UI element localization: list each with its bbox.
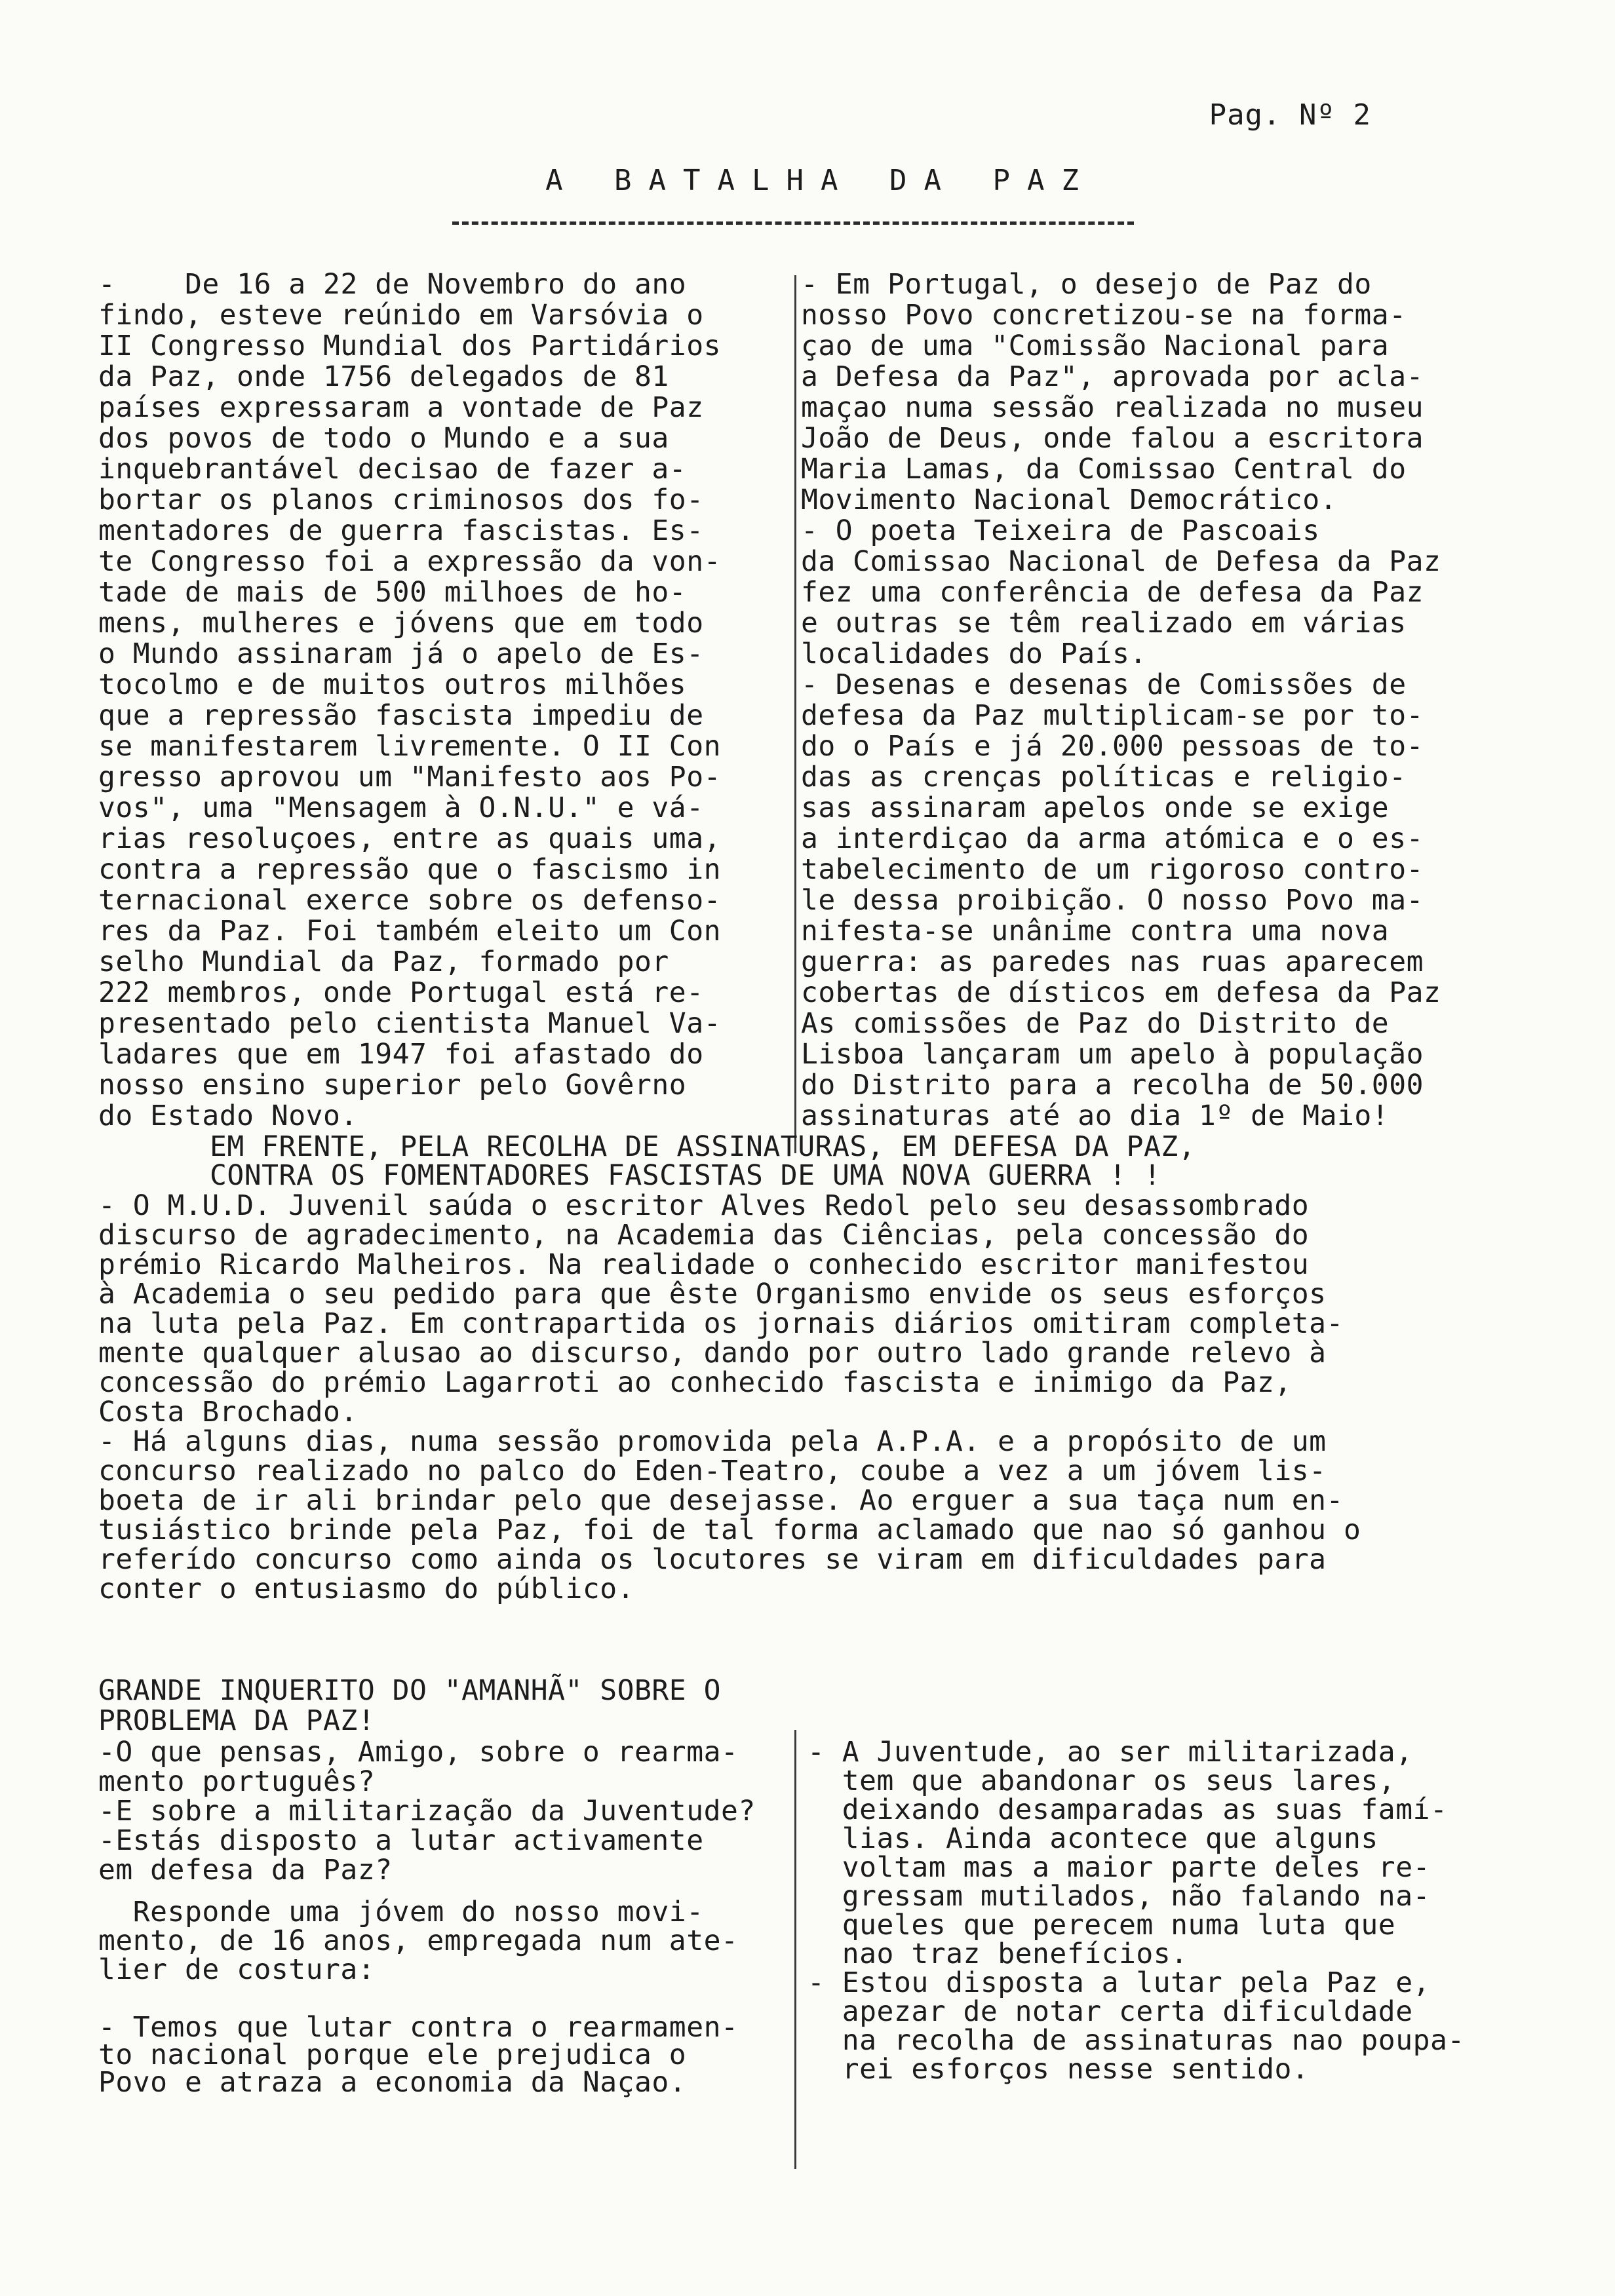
text-line: defesa da Paz multiplicam-se por to- [801, 699, 1424, 732]
text-line: tade de mais de 500 milhoes de ho- [98, 576, 687, 609]
question-line: -Estás disposto a lutar activamente [98, 1824, 704, 1857]
text-line: do o País e já 20.000 pessoas de to- [801, 730, 1424, 763]
masthead-title: A BATALHA DA PAZ [545, 164, 1096, 197]
text-line: a interdiçao da arma atómica e o es- [801, 822, 1424, 855]
text-line: res da Paz. Foi também eleito um Con [98, 915, 721, 947]
text-line: dos povos de todo o Mundo e a sua [98, 422, 669, 455]
text-line: países expressaram a vontade de Paz [98, 391, 704, 424]
text-line: maçao numa sessão realizada no museu [801, 391, 1424, 424]
text-line: mento, de 16 anos, empregada num ate- [98, 1924, 739, 1957]
text-line: à Academia o seu pedido para que êste Organismo envide os seus esforços [98, 1278, 1327, 1311]
text-line: na luta pela Paz. Em contrapartida os jornais diários omitiram completa- [98, 1307, 1344, 1340]
text-line: queles que perecem numa luta que [808, 1909, 1396, 1942]
text-line: do Distrito para a recolha de 50.000 [801, 1069, 1424, 1101]
text-line: fez uma conferência de defesa da Paz [801, 576, 1424, 609]
text-line: Lisboa lançaram um apelo à população [801, 1038, 1424, 1071]
heading-line: GRANDE INQUERITO DO "AMANHÃ" SOBRE O [98, 1674, 721, 1707]
text-line: - Em Portugal, o desejo de Paz do [801, 268, 1372, 301]
text-line: lier de costura: [98, 1953, 376, 1986]
text-line: nosso Povo concretizou-se na forma- [801, 299, 1407, 332]
text-line: te Congresso foi a expressão da von- [98, 545, 721, 578]
text-line: assinaturas até ao dia 1º de Maio! [801, 1100, 1390, 1132]
text-line: mentadores de guerra fascistas. Es- [98, 514, 704, 547]
heading-line: PROBLEMA DA PAZ! [98, 1704, 376, 1737]
text-line: boeta de ir ali brindar pelo que desejasse. Ao erguer a sua taça num en- [98, 1484, 1344, 1517]
slogan-line: CONTRA OS FOMENTADORES FASCISTAS DE UMA NOVA GUERRA ! ! [210, 1159, 1161, 1192]
page-number: Pag. Nº 2 [1209, 98, 1371, 132]
text-line: gresso aprovou um "Manifesto aos Po- [98, 761, 721, 794]
text-line: deixando desamparadas as suas famí- [808, 1793, 1448, 1826]
text-line: - Há alguns dias, numa sessão promovida pela A.P.A. e a propósito de um [98, 1425, 1327, 1458]
column-divider [794, 275, 796, 1153]
text-line: da Comissao Nacional de Defesa da Paz [801, 545, 1441, 578]
text-line: Responde uma jóvem do nosso movi- [98, 1896, 704, 1928]
text-line: - A Juventude, ao ser militarizada, [808, 1736, 1413, 1769]
text-line: - Desenas e desenas de Comissões de [801, 668, 1407, 701]
text-line: inquebrantável decisao de fazer a- [98, 453, 687, 486]
text-line: selho Mundial da Paz, formado por [98, 946, 669, 978]
text-line: a Defesa da Paz", aprovada por acla- [801, 360, 1424, 393]
text-line: sas assinaram apelos onde se exige [801, 792, 1390, 824]
text-line: João de Deus, onde falou a escritora [801, 422, 1424, 455]
text-line: ladares que em 1947 foi afastado do [98, 1038, 704, 1071]
text-line: guerra: as paredes nas ruas aparecem [801, 946, 1424, 978]
text-line: o Mundo assinaram já o apelo de Es- [98, 638, 704, 670]
text-line: discurso de agradecimento, na Academia das Ciências, pela concessão do [98, 1219, 1310, 1252]
column-divider-lower [794, 1730, 796, 2169]
text-line: - Temos que lutar contra o rearmamen- [98, 2011, 739, 2044]
question-line: em defesa da Paz? [98, 1854, 393, 1886]
text-line: rias resoluçoes, entre as quais uma, [98, 822, 721, 855]
text-line: mens, mulheres e jóvens que em todo [98, 607, 704, 640]
text-line: vos", uma "Mensagem à O.N.U." e vá- [98, 792, 704, 824]
text-line: prémio Ricardo Malheiros. Na realidade o conhecido escritor manifestou [98, 1248, 1310, 1281]
masthead-rule [452, 221, 1134, 225]
text-line: presentado pelo cientista Manuel Va- [98, 1007, 721, 1040]
text-line: das as crenças políticas e religio- [801, 761, 1407, 794]
text-line: tabelecimento de um rigoroso contro- [801, 853, 1424, 886]
text-line: conter o entusiasmo do público. [98, 1573, 635, 1605]
text-line: nifesta-se unânime contra uma nova [801, 915, 1390, 947]
text-line: tocolmo e de muitos outros milhões [98, 668, 687, 701]
text-line: concurso realizado no palco do Eden-Teatro, coube a vez a um jóvem lis- [98, 1455, 1327, 1487]
text-line: - O poeta Teixeira de Pascoais [801, 514, 1320, 547]
text-line: se manifestarem livremente. O II Con [98, 730, 721, 763]
text-line: - Estou disposta a lutar pela Paz e, [808, 1966, 1430, 1999]
text-line: çao de uma "Comissão Nacional para [801, 330, 1390, 362]
text-line: tusiástico brinde pela Paz, foi de tal forma aclamado que nao só ganhou o [98, 1514, 1361, 1546]
text-line: ternacional exerce sobre os defenso- [98, 884, 721, 917]
text-line: 222 membros, onde Portugal está re- [98, 976, 704, 1009]
text-line: mente qualquer alusao ao discurso, dando por outro lado grande relevo à [98, 1337, 1327, 1369]
text-line: to nacional porque ele prejudica o [98, 2038, 687, 2071]
text-line: rei esforços nesse sentido. [808, 2053, 1310, 2086]
text-line: e outras se têm realizado em várias [801, 607, 1407, 640]
text-line: bortar os planos criminosos dos fo- [98, 484, 704, 516]
question-line: mento português? [98, 1765, 376, 1798]
text-line: voltam mas a maior parte deles re- [808, 1851, 1430, 1884]
question-line: -E sobre a militarização da Juventude? [98, 1795, 756, 1827]
slogan-line: EM FRENTE, PELA RECOLHA DE ASSINATURAS, EM DEFESA DA PAZ, [210, 1130, 1196, 1163]
text-line: Povo e atraza a economia da Naçao. [98, 2066, 687, 2099]
text-line: Costa Brochado. [98, 1396, 358, 1428]
text-line: concessão do prémio Lagarroti ao conhecido fascista e inimigo da Paz, [98, 1366, 1292, 1399]
text-line: Maria Lamas, da Comissao Central do [801, 453, 1407, 486]
text-line: le dessa proibição. O nosso Povo ma- [801, 884, 1424, 917]
text-line: II Congresso Mundial dos Partidários [98, 330, 721, 362]
question-line: -O que pensas, Amigo, sobre o rearma- [98, 1736, 739, 1769]
text-line: tem que abandonar os seus lares, [808, 1765, 1396, 1797]
text-line: contra a repressão que o fascismo in [98, 853, 721, 886]
text-line: apezar de notar certa dificuldade [808, 1995, 1413, 2028]
text-line: na recolha de assinaturas nao poupa- [808, 2024, 1465, 2057]
text-line: nosso ensino superior pelo Govêrno [98, 1069, 687, 1101]
text-line: gressam mutilados, não falando na- [808, 1880, 1430, 1913]
text-line: nao traz benefícios. [808, 1938, 1188, 1970]
text-line: Movimento Nacional Democrático. [801, 484, 1338, 516]
text-line: da Paz, onde 1756 delegados de 81 [98, 360, 669, 393]
text-line: lias. Ainda acontece que alguns [808, 1822, 1378, 1855]
text-line: As comissões de Paz do Distrito de [801, 1007, 1390, 1040]
text-line: - De 16 a 22 de Novembro do ano [98, 268, 687, 301]
text-line: que a repressão fascista impediu de [98, 699, 704, 732]
text-line: do Estado Novo. [98, 1100, 358, 1132]
text-line: localidades do País. [801, 638, 1147, 670]
text-line: referído concurso como ainda os locutores se viram em dificuldades para [98, 1543, 1327, 1576]
text-line: - O M.U.D. Juvenil saúda o escritor Alves Redol pelo seu desassombrado [98, 1189, 1310, 1222]
text-line: cobertas de dísticos em defesa da Paz [801, 976, 1441, 1009]
text-line: findo, esteve reúnido em Varsóvia o [98, 299, 704, 332]
